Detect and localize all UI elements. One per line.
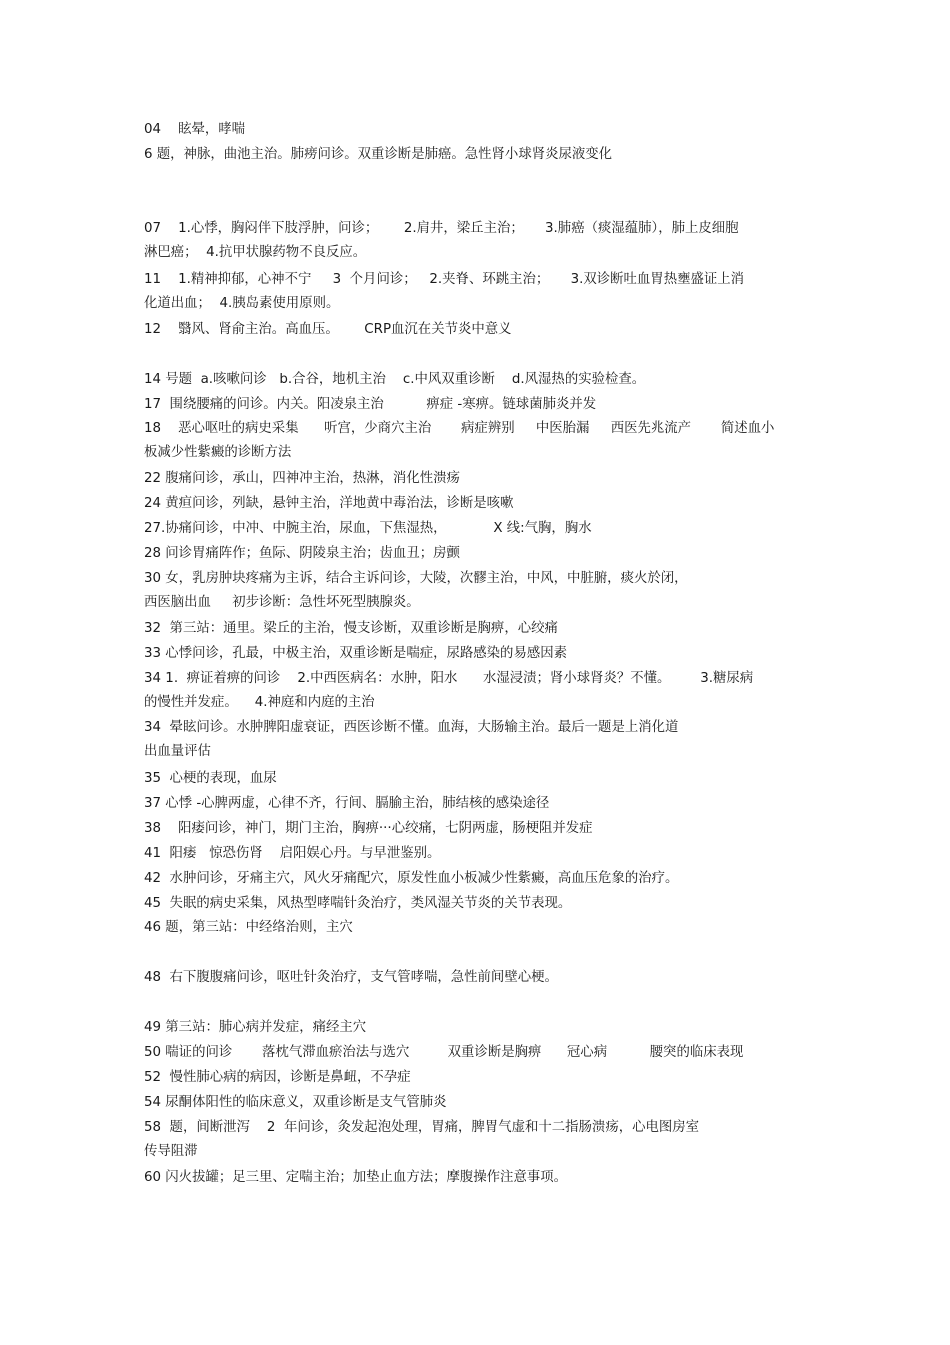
text-line: 传导阻滞 xyxy=(144,1144,198,1159)
text-line: 的慢性并发症。 4.神庭和内庭的主治 xyxy=(144,695,375,710)
text-line: 38 阳痿问诊，神门，期门主治，胸痹···心绞痛，七阴两虚，肠梗阻并发症 xyxy=(144,821,593,836)
text-line: 32 第三站：通里。梁丘的主治，慢支诊断，双重诊断是胸痹，心绞痛 xyxy=(144,621,558,636)
text-line: 17 围绕腰痛的问诊。内关。阳凌泉主治 痹症 -寒痹。链球菌肺炎并发 xyxy=(144,397,597,412)
text-line: 52 慢性肺心病的病因，诊断是鼻衄，不孕症 xyxy=(144,1070,411,1085)
text-line: 50 喘证的问诊 落枕气滞血瘀治法与选穴 双重诊断是胸痹 冠心病 腰突的临床表现 xyxy=(144,1045,744,1060)
text-line: 34 晕眩问诊。水肿脾阳虚衰证，西医诊断不懂。血海，大肠输主治。最后一题是上消化道 xyxy=(144,720,679,735)
text-line: 27.协痛问诊，中冲、中腕主治，尿血，下焦湿热， X 线:气胸，胸水 xyxy=(144,521,592,536)
text-line: 化道出血； 4.胰岛素使用原则。 xyxy=(144,296,340,311)
text-line: 35 心梗的表现，血尿 xyxy=(144,771,277,786)
text-line: 60 闪火拔罐；足三里、定喘主治；加垫止血方法；摩腹操作注意事项。 xyxy=(144,1170,568,1185)
text-line: 46 题，第三站：中经络治则，主穴 xyxy=(144,920,353,935)
text-line: 11 1.精神抑郁，心神不宁 3 个月问诊； 2.夹脊、环跳主治； 3.双诊断吐血胃热壅盛证上消 xyxy=(144,272,745,287)
text-line: 西医脑出血 初步诊断：急性坏死型胰腺炎。 xyxy=(144,595,420,610)
text-line: 22 腹痛问诊，承山，四神冲主治，热淋，消化性溃疡 xyxy=(144,471,460,486)
text-line: 07 1.心悸，胸闷伴下肢浮肿，问诊； 2.肩井，梁丘主治； 3.肺癌（痰湿蕴肺），肺上皮细胞 xyxy=(144,221,739,236)
text-line: 54 尿酮体阳性的临床意义，双重诊断是支气管肺炎 xyxy=(144,1095,447,1110)
text-line: 18 恶心呕吐的病史采集 听宫，少商穴主治 病症辨别 中医胎漏 西医先兆流产 简述血小 xyxy=(144,421,775,436)
text-line: 淋巴癌； 4.抗甲状腺药物不良反应。 xyxy=(144,245,367,260)
text-line: 24 黄疸问诊，列缺，悬钟主治，洋地黄中毒治法，诊断是咳嗽 xyxy=(144,496,514,511)
text-line: 45 失眠的病史采集，风热型哮喘针灸治疗，类风湿关节炎的关节表现。 xyxy=(144,896,572,911)
text-line: 48 右下腹腹痛问诊，呕吐针灸治疗，支气管哮喘，急性前间壁心梗。 xyxy=(144,970,558,985)
text-line: 板减少性紫癜的诊断方法 xyxy=(144,445,292,460)
text-line: 30 女，乳房肿块疼痛为主诉，结合主诉问诊，大陵，次髎主治，中风，中脏腑，痰火於闭， xyxy=(144,571,688,586)
text-line: 12 翳风、肾俞主治。高血压。 CRP血沉在关节炎中意义 xyxy=(144,322,512,337)
text-line: 41 阳痿 惊恐伤肾 启阳娱心丹。与早泄鉴别。 xyxy=(144,846,441,861)
text-line: 14 号题 a.咳嗽问诊 b.合谷，地机主治 c.中风双重诊断 d.风湿热的实验检查。 xyxy=(144,372,646,387)
text-line: 34 1. 痹证着痹的问诊 2.中西医病名：水肿，阳水 水湿浸渍；肾小球肾炎？不懂。 3.糖尿病 xyxy=(144,671,754,686)
text-line: 6 题，神脉，曲池主治。肺痨问诊。双重诊断是肺癌。急性肾小球肾炎尿液变化 xyxy=(144,147,613,162)
text-line: 42 水肿问诊，牙痛主穴，风火牙痛配穴，原发性血小板减少性紫癜，高血压危象的治疗。 xyxy=(144,871,679,886)
text-line: 28 问诊胃痛阵作；鱼际、阴陵泉主治；齿血丑；房颤 xyxy=(144,546,460,561)
text-line: 37 心悸 -心脾两虚，心律不齐，行间、膈腧主治，肺结核的感染途径 xyxy=(144,796,550,811)
text-line: 58 题，间断泄泻 2 年问诊，灸发起泡处理，胃痛，脾胃气虚和十二指肠溃疡，心电图房室 xyxy=(144,1120,700,1135)
text-line: 04 眩晕，哮喘 xyxy=(144,122,246,137)
text-line: 出血量评估 xyxy=(144,744,211,759)
text-line: 33 心悸问诊，孔最，中极主治，双重诊断是喘症，尿路感染的易感因素 xyxy=(144,646,568,661)
text-line: 49 第三站：肺心病并发症，痛经主穴 xyxy=(144,1020,367,1035)
